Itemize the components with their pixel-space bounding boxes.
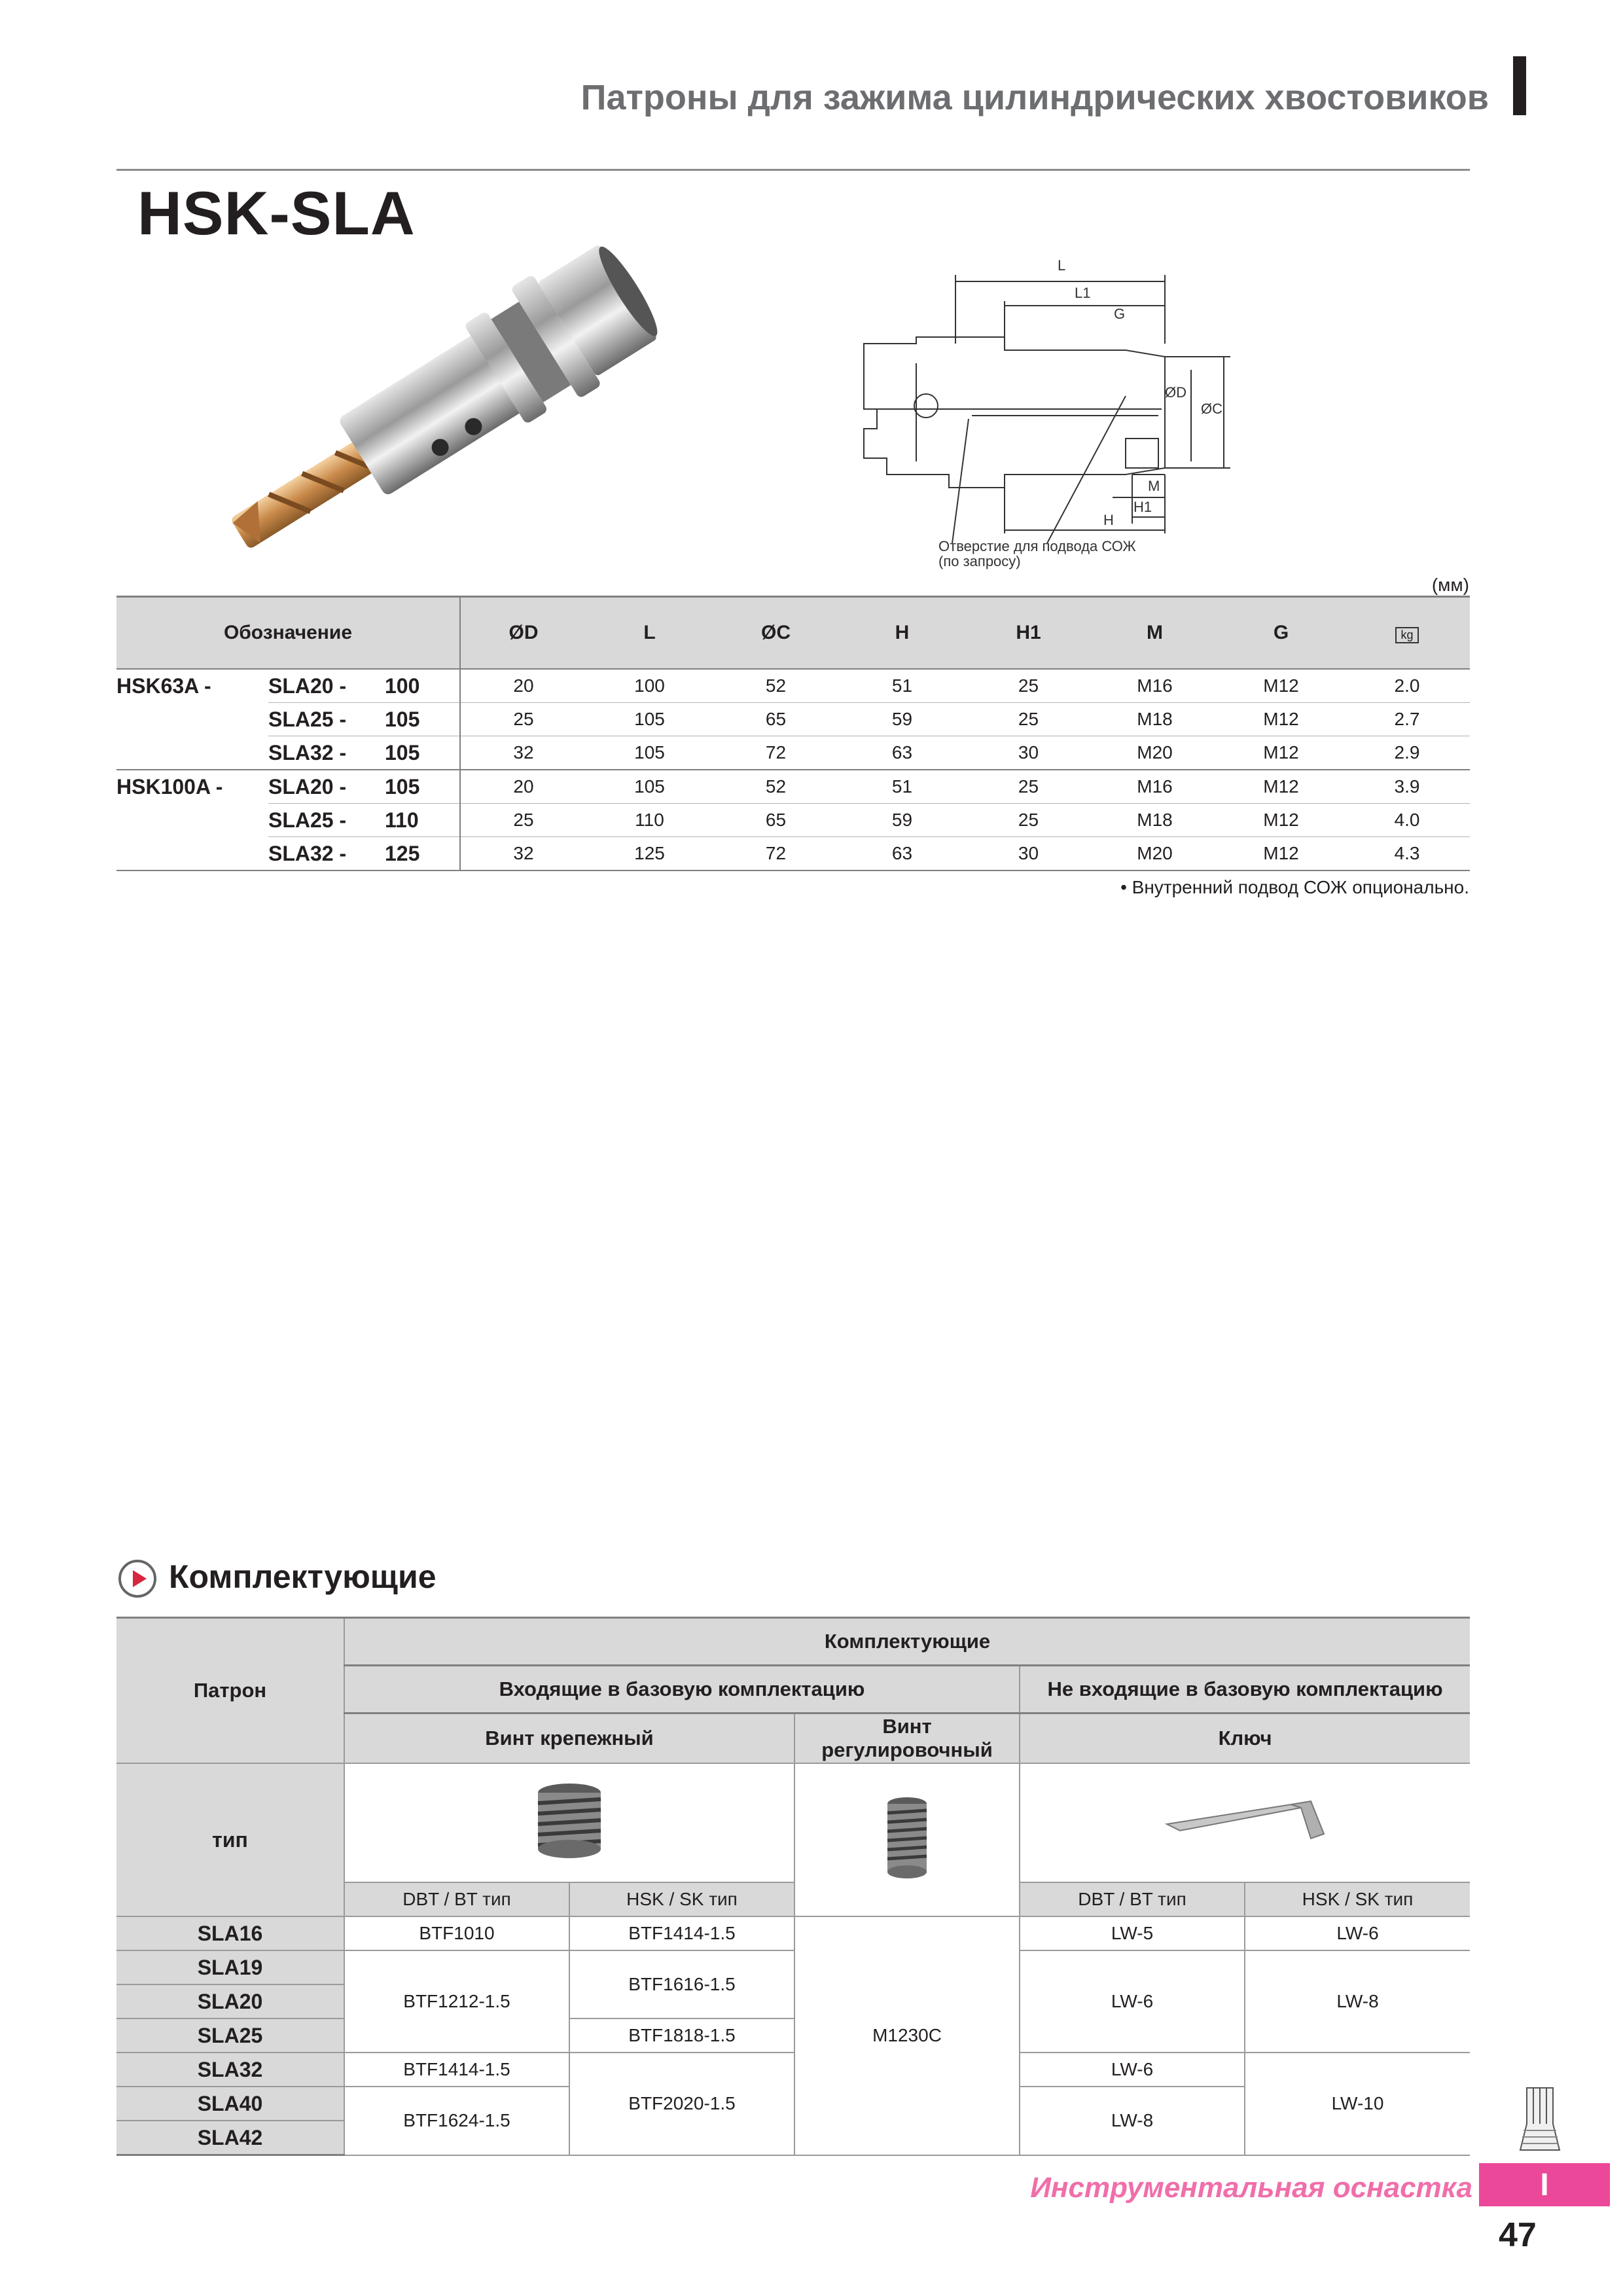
kg-cell: 2.7	[1344, 703, 1470, 736]
m-cell: M18	[1092, 703, 1218, 736]
d-cell: 25	[460, 804, 586, 837]
h1-cell: 25	[965, 703, 1092, 736]
spec-table	[116, 596, 1470, 871]
table-cell: LW-10	[1245, 2053, 1470, 2155]
col-included: Входящие в базовую комплектацию	[344, 1666, 1020, 1713]
h1-cell: 30	[965, 837, 1092, 871]
table-cell: BTF1616-1.5	[569, 1950, 794, 2018]
dim-label-h: H	[1103, 512, 1114, 528]
d-cell: 25	[460, 703, 586, 736]
sub-dbt: DBT / BT тип	[344, 1882, 569, 1916]
col-h: H	[839, 597, 965, 670]
holder-cell	[116, 804, 268, 837]
h-cell: 63	[839, 736, 965, 770]
weight-icon: kg	[1395, 627, 1418, 643]
length-cell: 125	[385, 837, 460, 871]
col-d: ØD	[460, 597, 586, 670]
table-cell: BTF1414-1.5	[569, 1916, 794, 1950]
l-cell: 100	[586, 669, 713, 703]
unit-label: (мм)	[1431, 575, 1469, 595]
size-cell: SLA32 -	[268, 736, 385, 770]
l-cell: 105	[586, 736, 713, 770]
clamp-screw-image	[344, 1763, 794, 1882]
dim-label-l: L	[1058, 257, 1066, 274]
holder-cell	[116, 736, 268, 770]
length-cell: 105	[385, 736, 460, 770]
h-cell: 59	[839, 804, 965, 837]
dim-label-m: M	[1148, 478, 1160, 494]
col-not-included: Не входящие в базовую комплектацию	[1020, 1666, 1470, 1713]
d-cell: 20	[460, 770, 586, 804]
footnote: • Внутренний подвод СОЖ опционально.	[1120, 877, 1469, 897]
size-cell: SLA32 -	[268, 837, 385, 871]
table-cell: BTF1414-1.5	[344, 2053, 569, 2087]
dim-label-d: ØD	[1165, 384, 1186, 401]
length-cell: 105	[385, 770, 460, 804]
c-cell: 52	[713, 669, 839, 703]
l-cell: 110	[586, 804, 713, 837]
section-marker	[1513, 56, 1526, 115]
c-cell: 65	[713, 703, 839, 736]
section-title: Патроны для зажима цилиндрических хвостовиков	[580, 78, 1489, 117]
kg-cell: 2.9	[1344, 736, 1470, 770]
table-cell: M1230C	[794, 1916, 1020, 2155]
acc-image-row	[116, 1763, 1470, 1882]
g-cell: M12	[1218, 770, 1344, 804]
c-cell: 65	[713, 804, 839, 837]
size-cell: SLA25 -	[268, 804, 385, 837]
product-title: HSK-SLA	[137, 179, 416, 247]
technical-drawing	[851, 252, 1257, 592]
g-cell: M12	[1218, 837, 1344, 871]
col-l: L	[586, 597, 713, 670]
kg-cell: 4.3	[1344, 837, 1470, 871]
table-cell: BTF1818-1.5	[569, 2018, 794, 2053]
holder-cell	[116, 703, 268, 736]
coolant-sublabel: (по запросу)	[938, 553, 1021, 569]
l-cell: 105	[586, 770, 713, 804]
key-image	[1020, 1763, 1470, 1882]
h-cell: 59	[839, 703, 965, 736]
dim-label-h1: H1	[1133, 499, 1152, 515]
row-label: SLA16	[116, 1916, 344, 1950]
m-cell: M16	[1092, 770, 1218, 804]
row-label: SLA42	[116, 2121, 344, 2155]
header-divider	[116, 169, 1470, 171]
sub-hsk-key: HSK / SK тип	[1245, 1882, 1470, 1916]
table-row	[116, 1916, 1470, 1950]
row-label: SLA20	[116, 1984, 344, 2018]
table-cell: LW-6	[1020, 1950, 1245, 2053]
section-letter: I	[1540, 2168, 1549, 2202]
table-row	[116, 703, 1470, 736]
table-cell: BTF2020-1.5	[569, 2053, 794, 2155]
h-cell: 51	[839, 669, 965, 703]
c-cell: 72	[713, 736, 839, 770]
col-g: G	[1218, 597, 1344, 670]
col-c: ØC	[713, 597, 839, 670]
table-cell: LW-8	[1020, 2087, 1245, 2155]
col-h1: H1	[965, 597, 1092, 670]
table-cell: LW-6	[1245, 1916, 1470, 1950]
table-cell: LW-5	[1020, 1916, 1245, 1950]
row-label: SLA19	[116, 1950, 344, 1984]
l-cell: 125	[586, 837, 713, 871]
row-label: SLA25	[116, 2018, 344, 2053]
g-cell: M12	[1218, 804, 1344, 837]
collet-icon	[1517, 2085, 1563, 2157]
kg-cell: 4.0	[1344, 804, 1470, 837]
h1-cell: 30	[965, 736, 1092, 770]
length-cell: 110	[385, 804, 460, 837]
col-designation: Обозначение	[116, 597, 460, 670]
row-label: SLA40	[116, 2087, 344, 2121]
dim-label-c: ØC	[1201, 401, 1222, 417]
col-key: Ключ	[1020, 1713, 1470, 1764]
h1-cell: 25	[965, 804, 1092, 837]
m-cell: M16	[1092, 669, 1218, 703]
hex-key-icon	[1160, 1785, 1330, 1857]
holder-cell: HSK63A -	[116, 673, 211, 698]
row-label: SLA32	[116, 2053, 344, 2087]
h-cell: 51	[839, 770, 965, 804]
col-accessories: Комплектующие	[344, 1618, 1470, 1666]
dim-label-g: G	[1114, 306, 1126, 322]
m-cell: M20	[1092, 736, 1218, 770]
sub-dbt-key: DBT / BT тип	[1020, 1882, 1245, 1916]
m-cell: M20	[1092, 837, 1218, 871]
table-row	[116, 2053, 1470, 2087]
table-row	[116, 837, 1470, 871]
col-chuck: Патрон	[116, 1618, 344, 1764]
table-cell: LW-8	[1245, 1950, 1470, 2053]
c-cell: 72	[713, 837, 839, 871]
d-cell: 20	[460, 669, 586, 703]
table-row	[116, 736, 1470, 770]
table-cell: LW-6	[1020, 2053, 1245, 2087]
g-cell: M12	[1218, 736, 1344, 770]
catalog-name: Инструментальная оснастка	[1030, 2172, 1472, 2204]
coolant-label: Отверстие для подвода СОЖ	[938, 538, 1136, 554]
size-cell: SLA25 -	[268, 703, 385, 736]
size-cell: SLA20 -	[268, 669, 385, 703]
col-clamp-screw: Винт крепежный	[344, 1713, 794, 1764]
spec-header-row	[116, 597, 1470, 670]
g-cell: M12	[1218, 669, 1344, 703]
table-cell: BTF1212-1.5	[344, 1950, 569, 2053]
table-row	[116, 669, 1470, 703]
dim-label-l1: L1	[1075, 285, 1091, 301]
m-cell: M18	[1092, 804, 1218, 837]
d-cell: 32	[460, 736, 586, 770]
type-label: тип	[116, 1763, 344, 1916]
length-cell: 100	[385, 669, 460, 703]
play-icon	[118, 1559, 157, 1598]
h-cell: 63	[839, 837, 965, 871]
table-row	[116, 804, 1470, 837]
sub-hsk: HSK / SK тип	[569, 1882, 794, 1916]
col-adjust-screw: Винт регулировочный	[794, 1713, 1020, 1764]
table-row	[116, 770, 1470, 804]
accessories-title: Комплектующие	[169, 1558, 437, 1595]
acc-header-row	[116, 1618, 1470, 1666]
holder-cell: HSK100A -	[116, 774, 223, 798]
table-cell: BTF1010	[344, 1916, 569, 1950]
product-photo	[223, 236, 668, 576]
adjust-screw-image	[794, 1763, 1020, 1916]
section-tab	[1479, 2163, 1610, 2206]
length-cell: 105	[385, 703, 460, 736]
table-cell: BTF1624-1.5	[344, 2087, 569, 2155]
kg-cell: 2.0	[1344, 669, 1470, 703]
d-cell: 32	[460, 837, 586, 871]
adjust-screw-icon	[878, 1792, 936, 1884]
l-cell: 105	[586, 703, 713, 736]
g-cell: M12	[1218, 703, 1344, 736]
h1-cell: 25	[965, 669, 1092, 703]
col-m: M	[1092, 597, 1218, 670]
page-number: 47	[1499, 2216, 1537, 2254]
size-cell: SLA20 -	[268, 770, 385, 804]
accessories-table	[116, 1617, 1470, 2156]
table-row	[116, 1950, 1470, 1984]
screw-icon	[524, 1778, 615, 1863]
col-weight	[1344, 597, 1470, 670]
kg-cell: 3.9	[1344, 770, 1470, 804]
holder-cell	[116, 837, 268, 871]
c-cell: 52	[713, 770, 839, 804]
h1-cell: 25	[965, 770, 1092, 804]
